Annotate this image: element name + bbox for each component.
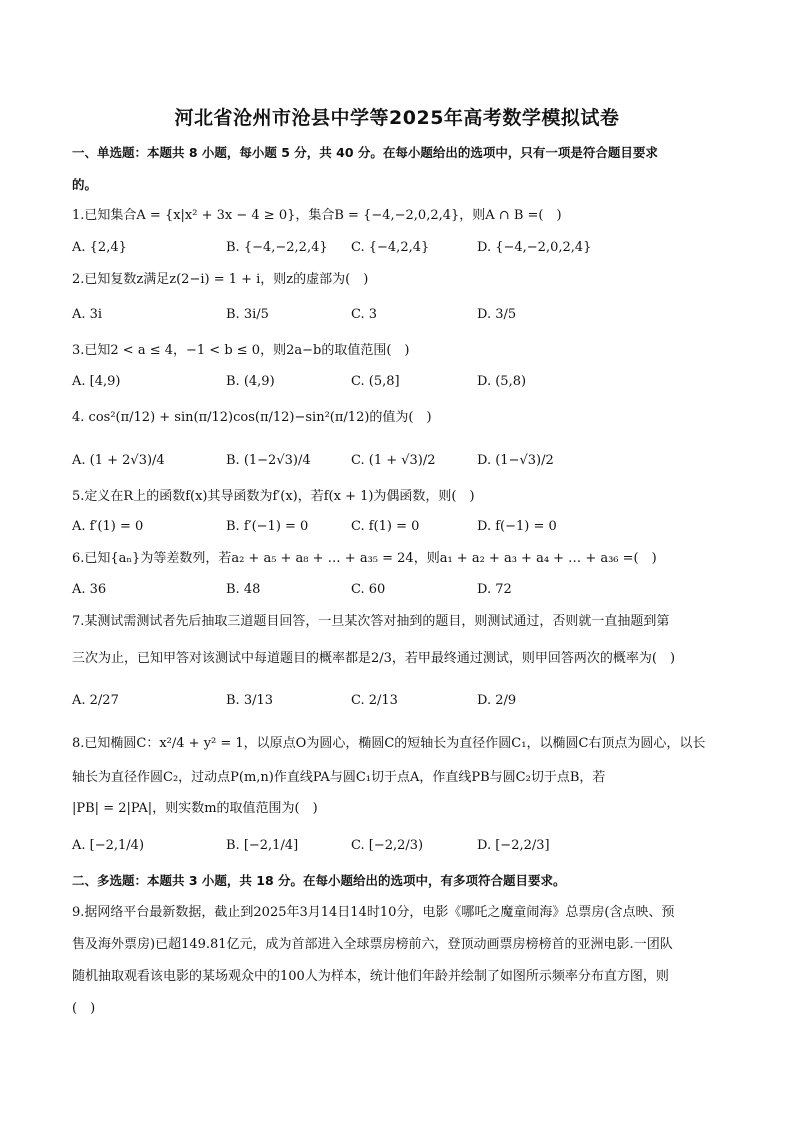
question-4-option-c: C. (1 + √3)/2 <box>351 453 436 468</box>
question-6-option-c: C. 60 <box>351 582 386 597</box>
question-4-option-d: D. (1−√3)/2 <box>477 453 554 468</box>
question-3-option-d: D. (5,8) <box>477 374 527 389</box>
question-4-stem: 4. cos²(π/12) + sin(π/12)cos(π/12)−sin²(π/12)的值为( ) <box>72 410 432 425</box>
question-5-option-c: C. f(1) = 0 <box>351 519 420 534</box>
question-7-option-d: D. 2/9 <box>477 693 517 708</box>
question-1-option-a: A. {2,4} <box>72 240 127 255</box>
question-5-option-a: A. f′(1) = 0 <box>72 519 144 534</box>
question-7-options <box>72 686 722 716</box>
question-2-option-a: A. 3i <box>72 307 103 322</box>
question-5-option-d: D. f(−1) = 0 <box>477 519 557 534</box>
question-4-options <box>72 446 722 476</box>
question-1-options <box>72 233 722 263</box>
question-5-stem: 5.定义在R上的函数f(x)其导函数为f′(x)，若f(x + 1)为偶函数，则( ) <box>72 489 475 504</box>
question-9-stem-line2: 售及海外票房)已超149.81亿元，成为首部进入全球票房榜前六，登顶动画票房榜榜首的亚洲电影.一团队 <box>72 937 673 952</box>
question-7-stem-line1: 7.某测试需测试者先后抽取三道题目回答，一旦某次答对抽到的题目，则测试通过，否则就一直抽题到第 <box>72 614 670 629</box>
question-8-option-c: C. [−2,2/3) <box>351 838 424 853</box>
question-3-stem: 3.已知2 < a ≤ 4，−1 < b ≤ 0，则2a−b的取值范围( ) <box>72 343 410 358</box>
question-6-options <box>72 575 722 605</box>
section1-heading-cont: 的。 <box>72 177 98 192</box>
section2-heading: 二、多选题：本题共 3 小题，共 18 分。在每小题给出的选项中，有多项符合题目要求。 <box>72 873 566 888</box>
question-1-option-c: C. {−4,2,4} <box>351 240 430 255</box>
question-8-option-d: D. [−2,2/3] <box>477 838 550 853</box>
question-6-option-b: B. 48 <box>226 582 261 597</box>
question-3-option-a: A. [4,9) <box>72 374 121 389</box>
question-6-stem: 6.已知{aₙ}为等差数列，若a₂ + a₅ + a₈ + … + a₃₅ = 24，则a₁ + a₂ + a₃ + a₄ + … + a₃₆ =( ) <box>72 551 657 566</box>
question-8-stem-line2: 轴长为直径作圆C₂，过动点P(m,n)作直线PA与圆C₁切于点A，作直线PB与圆C₂切于点B，若 <box>72 770 606 785</box>
question-7-option-b: B. 3/13 <box>226 693 274 708</box>
question-2-option-b: B. 3i/5 <box>226 307 269 322</box>
question-7-option-a: A. 2/27 <box>72 693 119 708</box>
question-2-options <box>72 300 722 330</box>
question-1-stem: 1.已知集合A = {x|x² + 3x − 4 ≥ 0}，集合B = {−4,−2,0,2,4}，则A ∩ B =( ) <box>72 208 562 223</box>
question-6-option-d: D. 72 <box>477 582 512 597</box>
question-6-option-a: A. 36 <box>72 582 107 597</box>
section1-heading: 一、单选题：本题共 8 小题，每小题 5 分，共 40 分。在每小题给出的选项中，只有一项是符合题目要求 <box>72 145 658 160</box>
exam-title: 河北省沧州市沧县中学等2025年高考数学模拟试卷 <box>174 107 620 129</box>
question-9-stem-line3: 随机抽取观看该电影的某场观众中的100人为样本，统计他们年龄并绘制了如图所示频率分布直方图，则 <box>72 969 669 984</box>
question-7-stem-line2: 三次为止，已知甲答对该测试中每道题目的概率都是2/3，若甲最终通过测试，则甲回答两次的概率为( ) <box>72 651 676 666</box>
question-2-option-c: C. 3 <box>351 307 378 322</box>
question-5-options <box>72 512 722 542</box>
question-9-stem-line4: ( ) <box>72 1001 96 1016</box>
question-7-option-c: C. 2/13 <box>351 693 398 708</box>
question-3-option-c: C. (5,8] <box>351 374 400 389</box>
question-4-option-a: A. (1 + 2√3)/4 <box>72 453 165 468</box>
question-1-option-d: D. {−4,−2,0,2,4} <box>477 240 592 255</box>
question-8-stem-line3: |PB| = 2|PA|，则实数m的取值范围为( ) <box>72 801 318 816</box>
question-8-option-a: A. [−2,1/4) <box>72 838 145 853</box>
question-9-stem-line1: 9.据网络平台最新数据，截止到2025年3月14日14时10分，电影《哪吒之魔童闹海》总票房(含点映、预 <box>72 905 675 920</box>
question-3-option-b: B. (4,9) <box>226 374 275 389</box>
question-1-option-b: B. {−4,−2,2,4} <box>226 240 328 255</box>
question-3-options <box>72 367 722 397</box>
question-8-option-b: B. [−2,1/4] <box>226 838 299 853</box>
question-2-option-d: D. 3/5 <box>477 307 517 322</box>
question-2-stem: 2.已知复数z满足z(2−i) = 1 + i，则z的虚部为( ) <box>72 272 369 287</box>
question-4-option-b: B. (1−2√3)/4 <box>226 453 311 468</box>
question-8-stem-line1: 8.已知椭圆C：x²/4 + y² = 1，以原点O为圆心，椭圆C的短轴长为直径作圆C₁，以椭圆C右顶点为圆心，以长 <box>72 736 706 751</box>
question-5-option-b: B. f′(−1) = 0 <box>226 519 309 534</box>
question-8-options <box>72 831 722 861</box>
